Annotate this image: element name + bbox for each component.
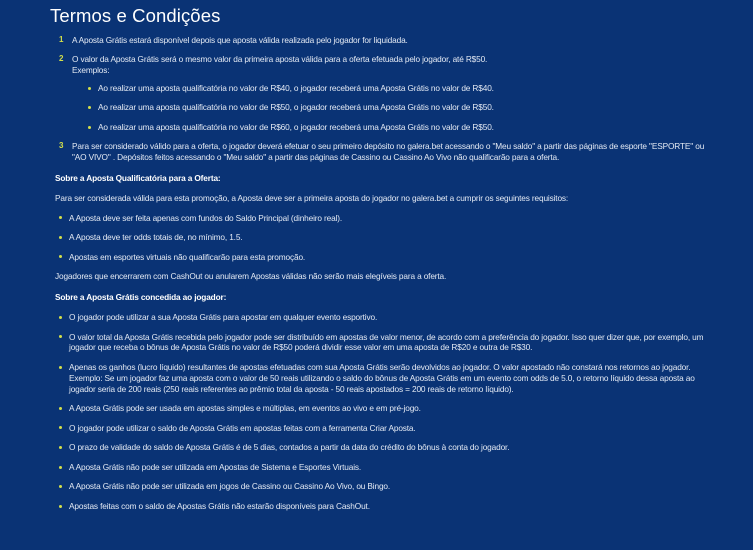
qualifying-requirements-list [55, 213, 705, 263]
bullet-dot-icon [88, 87, 91, 90]
requirement-item [55, 213, 705, 224]
example-text: Ao realizar uma aposta qualificatória no valor de R$50, o jogador receberá uma Aposta Grátis no valor de R$50. [98, 102, 494, 113]
example-text: Ao realizar uma aposta qualificatória no valor de R$40, o jogador receberá uma Aposta Grátis no valor de R$40. [98, 82, 494, 93]
bullet-dot-icon [88, 106, 91, 109]
rule-text: A Aposta Grátis não pode ser utilizada em Apostas de Sistema e Esportes Virtuais. [69, 461, 362, 472]
rule-text: A Aposta Grátis não pode ser utilizada em jogos de Cassino ou Cassino Ao Vivo, ou Bingo. [69, 481, 391, 492]
qualifying-note: Jogadores que encerrarem com CashOut ou anularem Apostas válidas não serão mais elegíveis para a oferta. [55, 271, 447, 282]
requirement-text: A Aposta deve ter odds totais de, no mínimo, 1.5. [69, 232, 243, 243]
free-bet-rule-item [55, 362, 705, 394]
free-bet-rule-item [55, 332, 705, 354]
bullet-dot-icon [59, 446, 62, 449]
free-bet-section-heading: Sobre a Aposta Grátis concedida ao jogador: [55, 292, 227, 303]
term-text: Para ser considerado válido para a oferta, o jogador deverá efetuar o seu primeiro depósito no galera.bet acessando o "Meu saldo" a partir das páginas de esporte "ESPORTE" ou "AO VIVO" . Depósitos feitos acessando o "Meu saldo" a partir das páginas de Cassino ou Cassino Ao Vivo não qualificarão para a oferta. [72, 141, 705, 163]
numbered-term-2 [55, 54, 705, 133]
qualifying-section-heading: Sobre a Aposta Qualificatória para a Oferta: [55, 172, 221, 183]
free-bet-rules-list [55, 312, 705, 512]
numbered-term-1 [55, 35, 705, 46]
bullet-dot-icon [59, 216, 62, 219]
rule-text: A Aposta Grátis pode ser usada em apostas simples e múltiplas, em eventos ao vivo e em pré-jogo. [69, 403, 421, 414]
free-bet-rule-item [55, 423, 705, 434]
term-text: A Aposta Grátis estará disponível depois que aposta válida realizada pelo jogador for liquidada. [72, 35, 408, 45]
requirement-item [55, 232, 705, 243]
bullet-dot-icon [59, 316, 62, 319]
example-item [84, 83, 705, 94]
rule-text: O prazo de validade do saldo de Aposta Grátis é de 5 dias, contados a partir da data do crédito do bônus à conta do jogador. [69, 442, 510, 453]
requirement-item [55, 252, 705, 263]
bullet-dot-icon [59, 505, 62, 508]
free-bet-rule-item [55, 481, 705, 492]
rule-text: O jogador pode utilizar a sua Aposta Grátis para apostar em qualquer evento esportivo. [69, 311, 378, 322]
free-bet-rule-item [55, 501, 705, 512]
term-number: 2 [59, 54, 64, 64]
term-text: O valor da Aposta Grátis será o mesmo valor da primeira aposta válida para a oferta efetuada pelo jogador, até R$50. [72, 54, 488, 65]
requirement-text: Apostas em esportes virtuais não qualificarão para esta promoção. [69, 251, 306, 262]
rule-text: O jogador pode utilizar o saldo de Aposta Grátis em apostas feitas com a ferramenta Criar Aposta. [69, 422, 416, 433]
rule-text: O valor total da Aposta Grátis recebida pelo jogador pode ser distribuído em apostas de valor menor, de acordo com a preferência do jogador. Isso quer dizer que, por exemplo, um jogador que receba o bônus de Aposta Grátis no valor de R$50 poderá dividir esse valor em uma aposta de R$20 e outra de R$30. [69, 331, 704, 353]
bullet-dot-icon [59, 236, 62, 239]
bullet-dot-icon [59, 255, 62, 258]
rule-example: Exemplo: Se um jogador faz uma aposta com o valor de 50 reais utilizando o saldo do bônus de Aposta Grátis em um evento com odds de 5.0, o retorno líquido dessa aposta ao jogador seria de 200 reais (250 reais referentes ao prêmio total da aposta - 50 reais apostados = 200 reais de retorno líquido). [69, 372, 695, 394]
requirement-text: A Aposta deve ser feita apenas com fundos do Saldo Principal (dinheiro real). [69, 212, 343, 223]
terms-content [55, 35, 705, 521]
bullet-dot-icon [59, 366, 62, 369]
bullet-dot-icon [59, 485, 62, 488]
free-bet-rule-item [55, 442, 705, 453]
bullet-dot-icon [59, 466, 62, 469]
numbered-terms-list [55, 35, 705, 163]
example-item [84, 102, 705, 113]
bullet-dot-icon [88, 126, 91, 129]
bullet-dot-icon [59, 426, 62, 429]
page-title: Termos e Condições [50, 5, 221, 26]
term-number: 3 [59, 141, 64, 151]
numbered-term-3 [55, 141, 705, 163]
example-item [84, 122, 705, 133]
example-text: Ao realizar uma aposta qualificatória no valor de R$60, o jogador receberá uma Aposta Grátis no valor de R$50. [98, 122, 494, 133]
free-bet-rule-item [55, 462, 705, 473]
qualifying-intro: Para ser considerada válida para esta promoção, a Aposta deve ser a primeira aposta do jogador no galera.bet a cumprir os seguintes requisitos: [55, 192, 569, 203]
free-bet-rule-item [55, 403, 705, 414]
term-number: 1 [59, 35, 64, 44]
bullet-dot-icon [59, 335, 62, 338]
free-bet-rule-item [55, 312, 705, 323]
rule-text: Apenas os ganhos (lucro líquido) resultantes de apostas efetuadas com sua Aposta Grátis serão devolvidos ao jogador. O valor apostado não constará nos retornos ao jogador. [69, 361, 691, 372]
bullet-dot-icon [59, 407, 62, 410]
examples-label: Exemplos: [72, 65, 110, 76]
rule-text: Apostas feitas com o saldo de Apostas Grátis não estarão disponíveis para CashOut. [69, 501, 370, 512]
examples-list [72, 83, 705, 133]
